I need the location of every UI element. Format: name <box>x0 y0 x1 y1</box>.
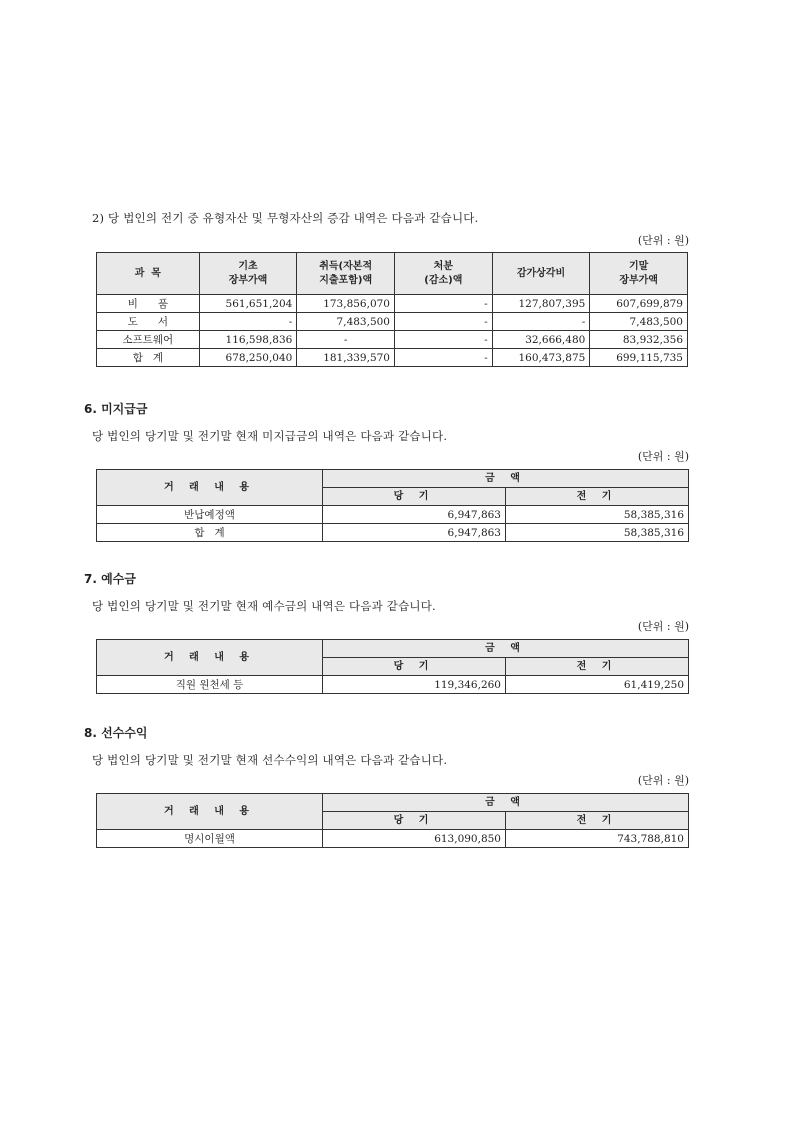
table-row-total <box>97 524 689 542</box>
table-row-total <box>97 349 688 367</box>
col-account: 과 목 <box>97 253 200 295</box>
cell-value: - <box>395 295 493 313</box>
cell-value: 6,947,863 <box>323 506 506 524</box>
sec6-intro: 당 법인의 당기말 및 전기말 현재 미지급금의 내역은 다음과 같습니다. <box>92 429 448 443</box>
col-desc: 거 래 내 용 <box>97 640 323 676</box>
sec6-unit: (단위 : 원) <box>637 450 689 463</box>
cell-value: - <box>297 331 395 349</box>
cell-value: 61,419,250 <box>506 676 689 694</box>
sec8-intro: 당 법인의 당기말 및 전기말 현재 선수수익의 내역은 다음과 같습니다. <box>92 753 448 767</box>
table-row <box>97 830 689 848</box>
col-depreciation: 감가상각비 <box>492 253 590 295</box>
sec7-intro: 당 법인의 당기말 및 전기말 현재 예수금의 내역은 다음과 같습니다. <box>92 599 436 613</box>
cell-value: - <box>395 349 493 367</box>
row-label: 도 서 <box>97 313 200 331</box>
col-acquisition: 취득(자본적 지출포함)액 <box>297 253 395 295</box>
table-row <box>97 676 689 694</box>
col-prior: 전 기 <box>506 658 689 676</box>
cell-value: 116,598,836 <box>199 331 297 349</box>
cell-value: 119,346,260 <box>323 676 506 694</box>
cell-value: 678,250,040 <box>199 349 297 367</box>
row-label: 소프트웨어 <box>97 331 200 349</box>
cell-value: 160,473,875 <box>492 349 590 367</box>
col-amount: 금 액 <box>323 640 689 658</box>
col-amount: 금 액 <box>323 470 689 488</box>
table-row <box>97 295 688 313</box>
row-label: 합 계 <box>97 524 323 542</box>
cell-value: 58,385,316 <box>506 506 689 524</box>
cell-value: 83,932,356 <box>590 331 688 349</box>
sec7-unit: (단위 : 원) <box>637 620 689 633</box>
cell-value: 181,339,570 <box>297 349 395 367</box>
col-desc: 거 래 내 용 <box>97 794 323 830</box>
col-prior: 전 기 <box>506 812 689 830</box>
table-row <box>97 506 689 524</box>
cell-value: 743,788,810 <box>506 830 689 848</box>
withholdings-table <box>96 639 689 694</box>
sec6-title: 6. 미지급금 <box>84 402 148 416</box>
col-current: 당 기 <box>323 658 506 676</box>
cell-value: 7,483,500 <box>590 313 688 331</box>
cell-value: 699,115,735 <box>590 349 688 367</box>
col-closing: 기말 장부가액 <box>590 253 688 295</box>
cell-value: 7,483,500 <box>297 313 395 331</box>
table-row <box>97 313 688 331</box>
table-row <box>97 331 688 349</box>
row-label: 반납예정액 <box>97 506 323 524</box>
cell-value: 561,651,204 <box>199 295 297 313</box>
row-label: 직원 원천세 등 <box>97 676 323 694</box>
cell-value: 127,807,395 <box>492 295 590 313</box>
cell-value: 6,947,863 <box>323 524 506 542</box>
col-current: 당 기 <box>323 812 506 830</box>
col-disposal: 처분 (감소)액 <box>395 253 493 295</box>
sec2-unit: (단위 : 원) <box>637 234 689 247</box>
cell-value: 58,385,316 <box>506 524 689 542</box>
col-prior: 전 기 <box>506 488 689 506</box>
cell-value: 613,090,850 <box>323 830 506 848</box>
col-current: 당 기 <box>323 488 506 506</box>
asset-change-table <box>96 252 688 367</box>
cell-value: - <box>395 313 493 331</box>
cell-value: - <box>395 331 493 349</box>
cell-value: - <box>199 313 297 331</box>
row-label: 비 품 <box>97 295 200 313</box>
cell-value: - <box>492 313 590 331</box>
cell-value: 173,856,070 <box>297 295 395 313</box>
sec7-title: 7. 예수금 <box>84 572 136 586</box>
col-amount: 금 액 <box>323 794 689 812</box>
row-label: 명시이월액 <box>97 830 323 848</box>
unearned-revenue-table <box>96 793 689 848</box>
col-desc: 거 래 내 용 <box>97 470 323 506</box>
cell-value: 32,666,480 <box>492 331 590 349</box>
sec2-intro: 2) 당 법인의 전기 중 유형자산 및 무형자산의 증감 내역은 다음과 같습니다. <box>92 211 479 225</box>
sec8-unit: (단위 : 원) <box>637 774 689 787</box>
col-opening: 기초 장부가액 <box>199 253 297 295</box>
row-label: 합 계 <box>97 349 200 367</box>
cell-value: 607,699,879 <box>590 295 688 313</box>
sec8-title: 8. 선수수익 <box>84 726 148 740</box>
accounts-payable-table <box>96 469 689 542</box>
